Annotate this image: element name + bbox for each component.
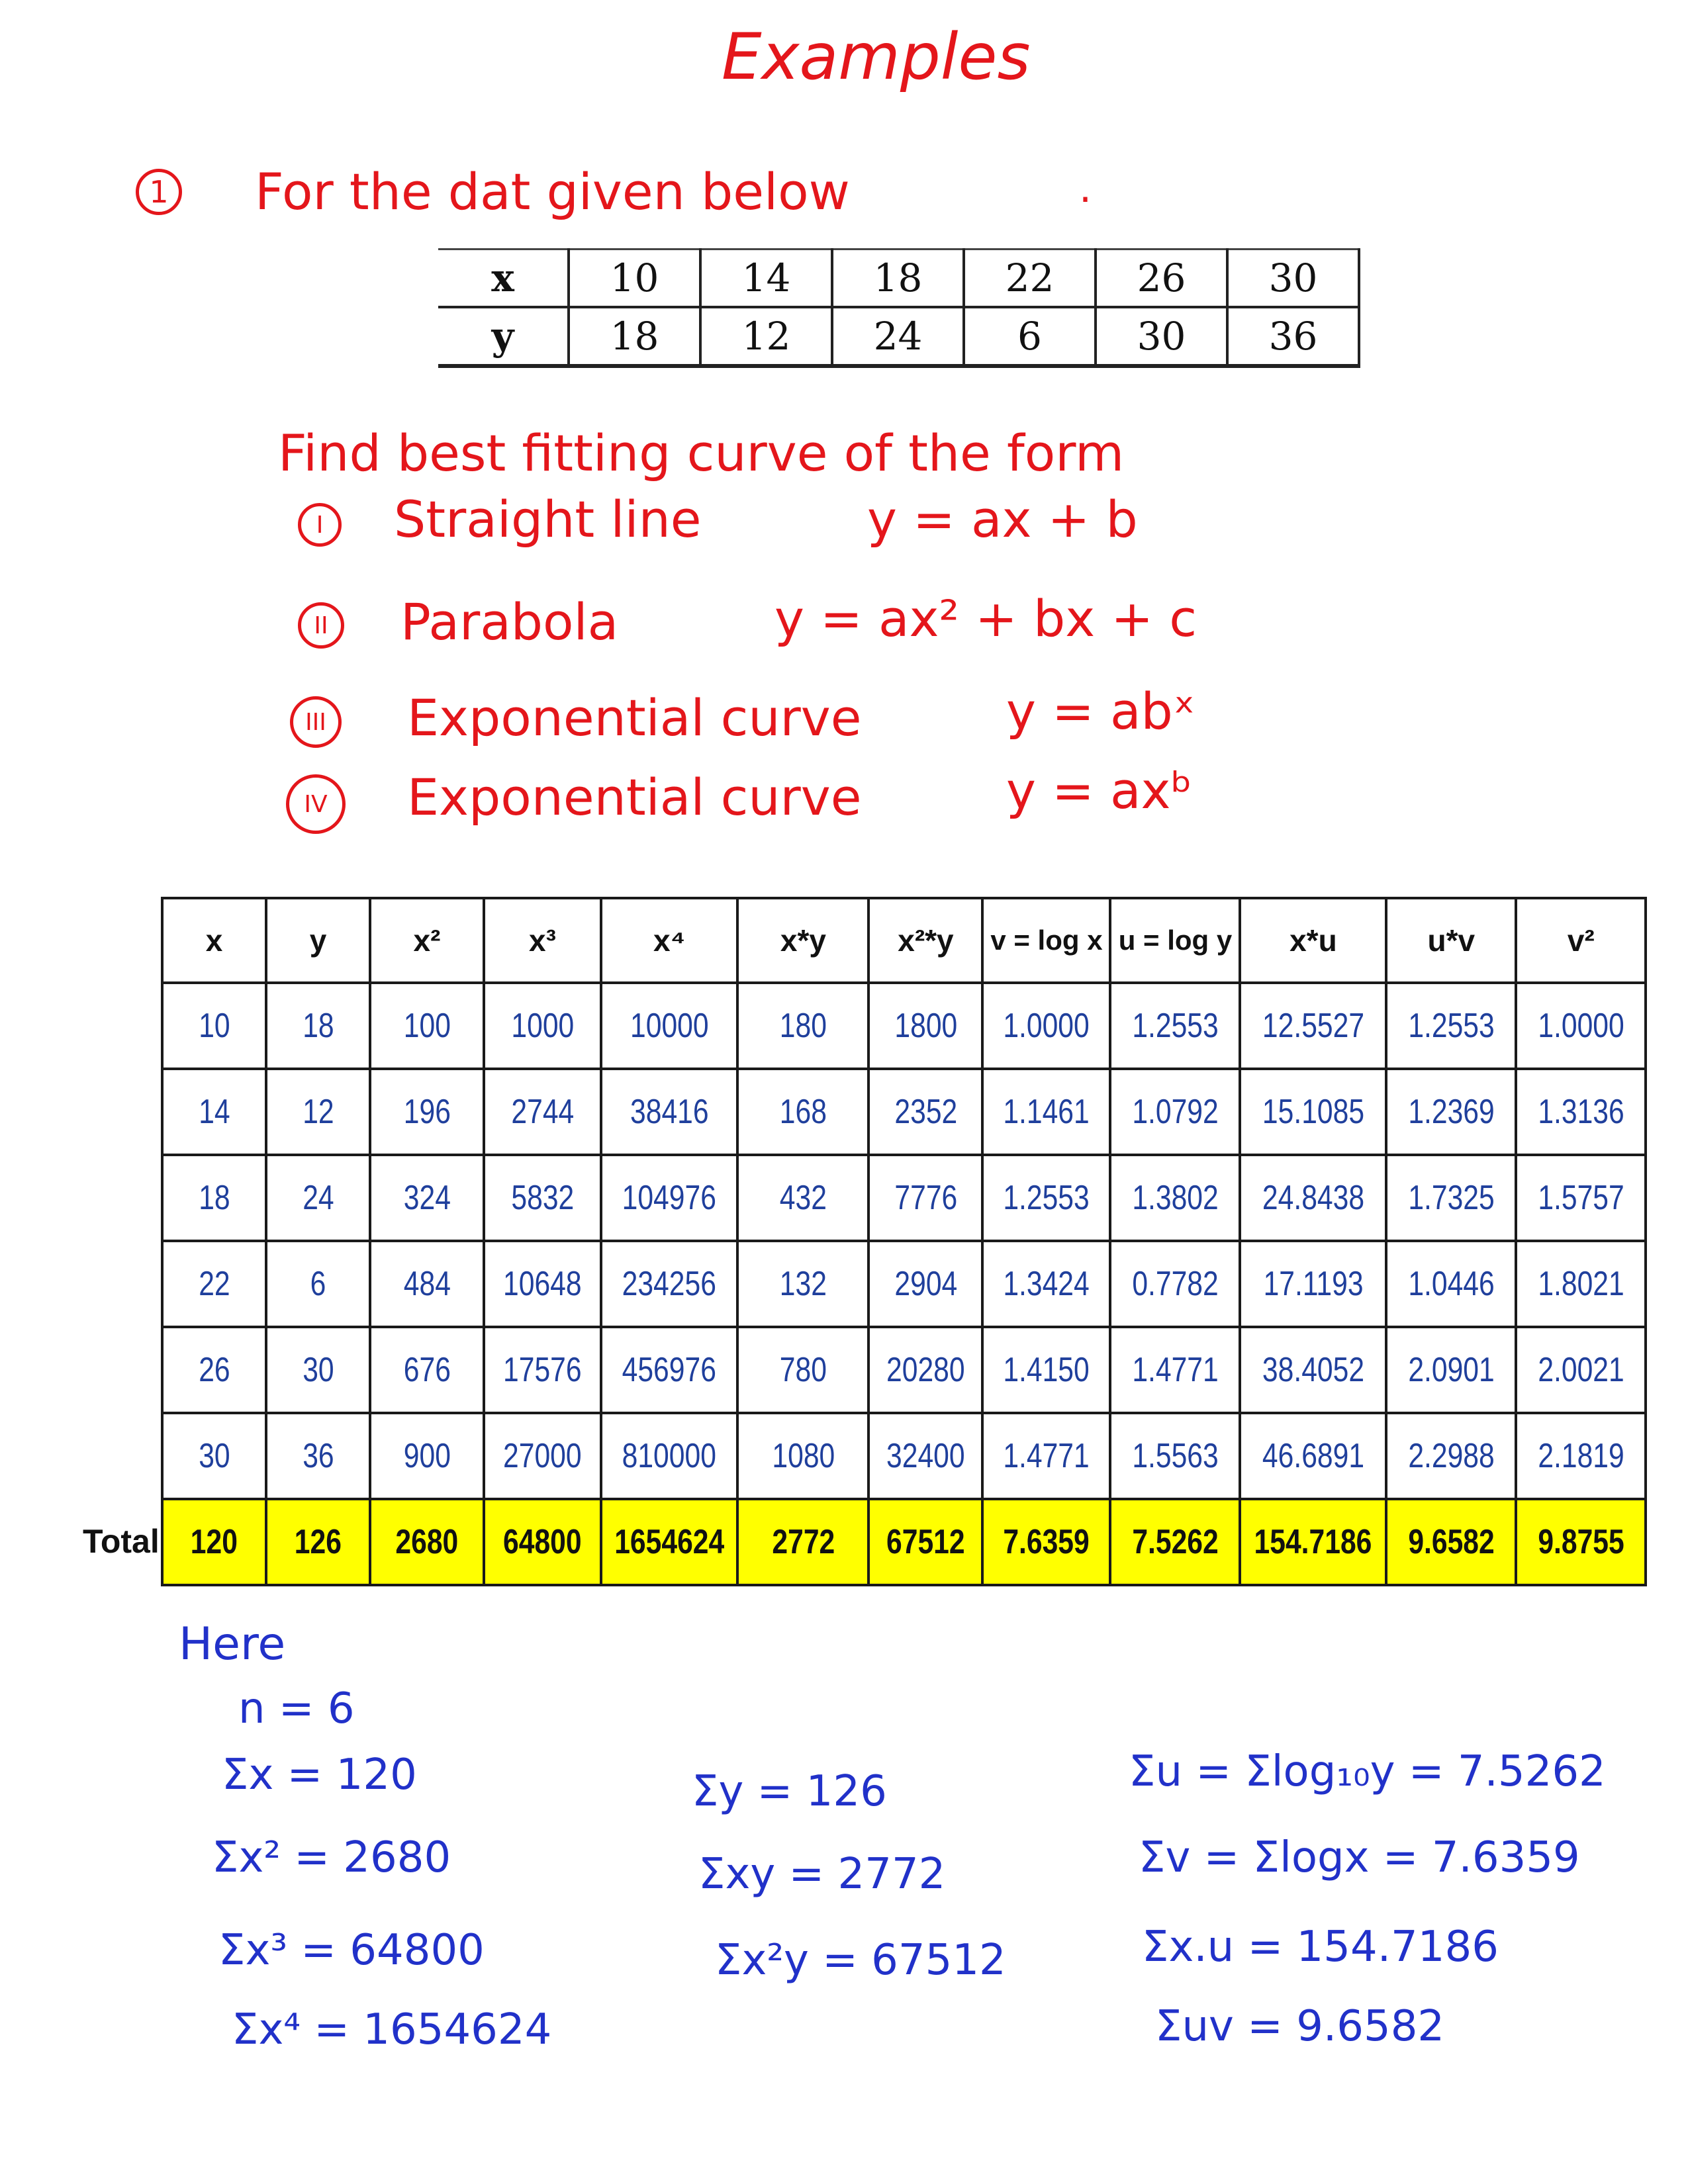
total-cell: 7.6359 — [982, 1499, 1110, 1585]
table-cell: 180 — [737, 983, 868, 1069]
table-cell: 324 — [370, 1155, 484, 1241]
table-cell: 38.4052 — [1240, 1327, 1386, 1413]
option-equation-2: y = ax² + bx + c — [774, 589, 1197, 648]
totals-row — [162, 1499, 1646, 1585]
table-row — [438, 250, 1359, 308]
total-cell: 154.7186 — [1240, 1499, 1386, 1585]
notes-sum-x2y: Σx²y = 67512 — [715, 1936, 1006, 1985]
table-cell: 1.0446 — [1386, 1241, 1516, 1327]
column-header: x² — [370, 898, 484, 983]
intro-dot: . — [1079, 165, 1092, 212]
table-cell: 1.4771 — [982, 1413, 1110, 1499]
option-number-4: IV — [286, 774, 346, 834]
table-cell: 1.3424 — [982, 1241, 1110, 1327]
table-cell: 456976 — [601, 1327, 737, 1413]
table-cell: 30 — [1096, 307, 1227, 366]
table-cell: 900 — [370, 1413, 484, 1499]
table-cell: 1.2553 — [1110, 983, 1240, 1069]
total-cell: 9.8755 — [1516, 1499, 1646, 1585]
table-cell: 1.4771 — [1110, 1327, 1240, 1413]
table-row — [162, 1327, 1646, 1413]
table-row — [162, 983, 1646, 1069]
column-header: x — [162, 898, 266, 983]
table-cell: 10000 — [601, 983, 737, 1069]
table-cell: 6 — [266, 1241, 370, 1327]
table-cell: 1.2553 — [1386, 983, 1516, 1069]
table-cell: 676 — [370, 1327, 484, 1413]
table-cell: 30 — [266, 1327, 370, 1413]
row-label-y: y — [438, 307, 569, 366]
row-label-x: x — [438, 250, 569, 308]
table-cell: 12 — [266, 1069, 370, 1155]
column-header: x²*y — [868, 898, 982, 983]
table-cell: 20280 — [868, 1327, 982, 1413]
total-cell: 2772 — [737, 1499, 868, 1585]
column-header: x³ — [484, 898, 601, 983]
given-data-table — [438, 248, 1360, 368]
table-cell: 1080 — [737, 1413, 868, 1499]
table-cell: 1.1461 — [982, 1069, 1110, 1155]
table-cell: 36 — [266, 1413, 370, 1499]
table-cell: 1.5563 — [1110, 1413, 1240, 1499]
option-equation-4: y = axᵇ — [1006, 761, 1193, 820]
table-cell: 26 — [162, 1327, 266, 1413]
question-number: 1 — [136, 169, 182, 215]
table-row — [162, 1155, 1646, 1241]
total-cell: 7.5262 — [1110, 1499, 1240, 1585]
table-cell: 196 — [370, 1069, 484, 1155]
table-cell: 10 — [162, 983, 266, 1069]
total-cell: 64800 — [484, 1499, 601, 1585]
table-cell: 22 — [964, 250, 1096, 308]
table-cell: 30 — [162, 1413, 266, 1499]
notes-sum-v: Σv = Σlogx = 7.6359 — [1139, 1833, 1580, 1882]
option-equation-3: y = abˣ — [1006, 682, 1196, 741]
table-cell: 1000 — [484, 983, 601, 1069]
table-cell: 484 — [370, 1241, 484, 1327]
table-cell: 24.8438 — [1240, 1155, 1386, 1241]
table-row — [162, 1413, 1646, 1499]
table-cell: 1.7325 — [1386, 1155, 1516, 1241]
table-cell: 1.5757 — [1516, 1155, 1646, 1241]
intro-text: For the dat given below — [255, 162, 850, 221]
table-cell: 1800 — [868, 983, 982, 1069]
table-cell: 810000 — [601, 1413, 737, 1499]
table-cell: 2.1819 — [1516, 1413, 1646, 1499]
table-cell: 17576 — [484, 1327, 601, 1413]
table-cell: 432 — [737, 1155, 868, 1241]
table-cell: 18 — [832, 250, 964, 308]
table-cell: 132 — [737, 1241, 868, 1327]
table-cell: 10 — [569, 250, 700, 308]
table-cell: 6 — [964, 307, 1096, 366]
table-cell: 14 — [162, 1069, 266, 1155]
table-cell: 1.0000 — [982, 983, 1110, 1069]
total-label: Total — [83, 1523, 160, 1560]
column-header: v = log x — [982, 898, 1110, 983]
table-cell: 2744 — [484, 1069, 601, 1155]
table-cell: 2.0901 — [1386, 1327, 1516, 1413]
table-cell: 2904 — [868, 1241, 982, 1327]
table-cell: 2.0021 — [1516, 1327, 1646, 1413]
table-cell: 1.3802 — [1110, 1155, 1240, 1241]
notes-sum-x3: Σx³ = 64800 — [218, 1926, 485, 1975]
notes-sum-y: Σy = 126 — [692, 1767, 887, 1816]
page-title: Examples — [722, 20, 1031, 94]
total-cell: 1654624 — [601, 1499, 737, 1585]
table-cell: 0.7782 — [1110, 1241, 1240, 1327]
table-cell: 27000 — [484, 1413, 601, 1499]
option-label-2: Parabola — [400, 592, 619, 651]
column-header: y — [266, 898, 370, 983]
notes-sum-x2: Σx² = 2680 — [212, 1833, 451, 1882]
table-cell: 1.3136 — [1516, 1069, 1646, 1155]
notes-n: n = 6 — [238, 1684, 355, 1733]
table-cell: 30 — [1227, 250, 1359, 308]
table-cell: 14 — [700, 250, 832, 308]
table-cell: 168 — [737, 1069, 868, 1155]
table-cell: 5832 — [484, 1155, 601, 1241]
notes-sum-xy: Σxy = 2772 — [698, 1850, 946, 1899]
option-number-1: I — [298, 503, 342, 547]
table-cell: 1.2369 — [1386, 1069, 1516, 1155]
total-cell: 67512 — [868, 1499, 982, 1585]
table-cell: 100 — [370, 983, 484, 1069]
option-equation-1: y = ax + b — [867, 490, 1138, 549]
table-cell: 18 — [266, 983, 370, 1069]
task-heading: Find best fitting curve of the form — [278, 424, 1125, 482]
total-cell: 9.6582 — [1386, 1499, 1516, 1585]
table-cell: 17.1193 — [1240, 1241, 1386, 1327]
table-cell: 32400 — [868, 1413, 982, 1499]
table-cell: 1.2553 — [982, 1155, 1110, 1241]
notes-sum-x: Σx = 120 — [222, 1751, 417, 1799]
table-cell: 36 — [1227, 307, 1359, 366]
table-cell: 46.6891 — [1240, 1413, 1386, 1499]
option-label-4: Exponential curve — [407, 768, 862, 827]
table-cell: 24 — [266, 1155, 370, 1241]
header-row — [162, 898, 1646, 983]
table-row — [438, 307, 1359, 366]
table-cell: 10648 — [484, 1241, 601, 1327]
total-cell: 120 — [162, 1499, 266, 1585]
table-cell: 2352 — [868, 1069, 982, 1155]
table-cell: 18 — [162, 1155, 266, 1241]
table-cell: 780 — [737, 1327, 868, 1413]
notes-sum-xu: Σx.u = 154.7186 — [1142, 1923, 1499, 1972]
table-cell: 18 — [569, 307, 700, 366]
notes-here: Here — [179, 1618, 286, 1670]
option-number-3: III — [290, 696, 342, 748]
table-cell: 1.0000 — [1516, 983, 1646, 1069]
column-header: x⁴ — [601, 898, 737, 983]
column-header: u*v — [1386, 898, 1516, 983]
table-cell: 1.4150 — [982, 1327, 1110, 1413]
table-row — [162, 1069, 1646, 1155]
table-cell: 15.1085 — [1240, 1069, 1386, 1155]
table-cell: 22 — [162, 1241, 266, 1327]
table-cell: 26 — [1096, 250, 1227, 308]
table-cell: 38416 — [601, 1069, 737, 1155]
computation-table — [161, 897, 1647, 1586]
column-header: v² — [1516, 898, 1646, 983]
table-cell: 1.8021 — [1516, 1241, 1646, 1327]
notes-sum-uv: Σuv = 9.6582 — [1155, 2002, 1445, 2051]
table-cell: 234256 — [601, 1241, 737, 1327]
column-header: x*y — [737, 898, 868, 983]
option-label-3: Exponential curve — [407, 688, 862, 747]
table-cell: 1.0792 — [1110, 1069, 1240, 1155]
total-cell: 126 — [266, 1499, 370, 1585]
option-label-1: Straight line — [394, 490, 702, 549]
table-cell: 2.2988 — [1386, 1413, 1516, 1499]
table-cell: 104976 — [601, 1155, 737, 1241]
table-cell: 7776 — [868, 1155, 982, 1241]
table-cell: 12 — [700, 307, 832, 366]
table-cell: 12.5527 — [1240, 983, 1386, 1069]
table-cell: 24 — [832, 307, 964, 366]
notes-sum-x4: Σx⁴ = 1654624 — [232, 2005, 552, 2054]
option-number-2: II — [298, 602, 344, 649]
table-row — [162, 1241, 1646, 1327]
notes-sum-u: Σu = Σlog₁₀y = 7.5262 — [1129, 1747, 1606, 1796]
column-header: u = log y — [1110, 898, 1240, 983]
column-header: x*u — [1240, 898, 1386, 983]
total-cell: 2680 — [370, 1499, 484, 1585]
